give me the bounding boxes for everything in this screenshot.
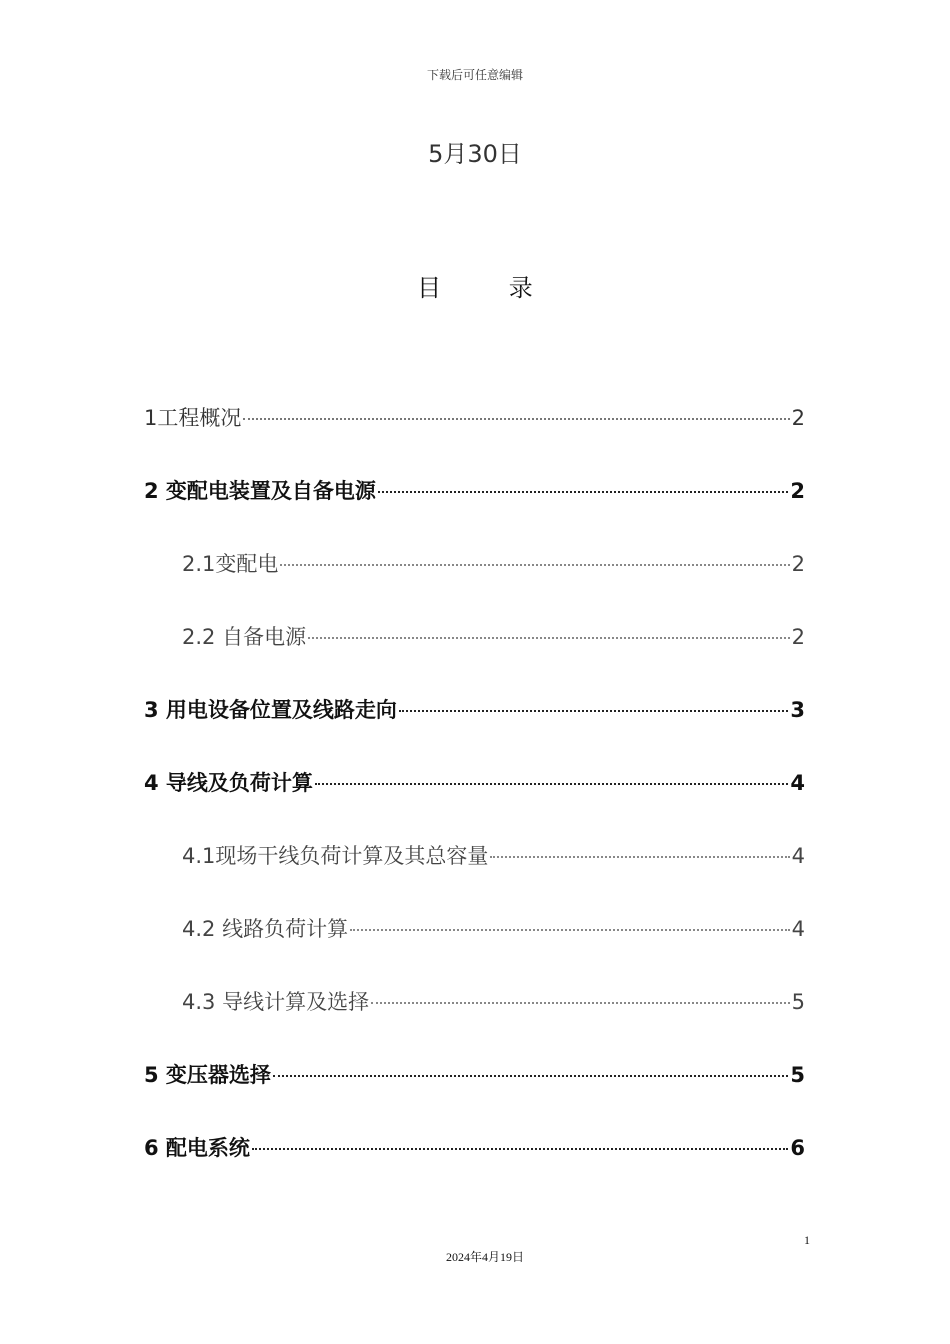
- toc-leader-dots: [399, 709, 788, 712]
- header-note: 下载后可任意编辑: [426, 68, 523, 82]
- toc-page-number: 4: [790, 771, 805, 795]
- toc-leader-dots: [243, 417, 789, 420]
- toc-entry[interactable]: [144, 694, 805, 724]
- toc-entry-title: 2.1变配电: [182, 552, 279, 576]
- toc-page-number: 4: [791, 917, 805, 941]
- toc-entry[interactable]: [144, 1059, 805, 1089]
- toc-leader-dots: [308, 636, 790, 639]
- toc-entry[interactable]: [182, 840, 805, 870]
- document-date: 5月30日: [428, 140, 522, 168]
- toc-page-number: 2: [791, 625, 805, 649]
- toc-entry[interactable]: [144, 1132, 805, 1162]
- toc-page-number: 2: [790, 479, 805, 503]
- toc-page-number: 6: [790, 1136, 805, 1160]
- toc-leader-dots: [315, 782, 788, 785]
- toc-leader-dots: [490, 855, 789, 858]
- toc-entry[interactable]: [144, 767, 805, 797]
- page-number: 1: [804, 1233, 810, 1247]
- toc-leader-dots: [378, 490, 788, 493]
- toc-leader-dots: [350, 928, 790, 931]
- toc-page-number: 3: [790, 698, 805, 722]
- toc-entry-title: 5 变压器选择: [144, 1063, 271, 1087]
- toc-leader-dots: [371, 1001, 790, 1004]
- toc-entry[interactable]: [182, 621, 805, 651]
- toc-page-number: 4: [791, 844, 805, 868]
- toc-leader-dots: [252, 1147, 788, 1150]
- toc-leader-dots: [273, 1074, 788, 1077]
- toc-entry-title: 4 导线及负荷计算: [144, 771, 313, 795]
- toc-entry-title: 6 配电系统: [144, 1136, 250, 1160]
- toc-page-number: 2: [791, 552, 805, 576]
- toc-page-number: 5: [790, 1063, 805, 1087]
- toc-page-number: 5: [791, 990, 805, 1014]
- toc-title: 目 录: [417, 274, 563, 302]
- toc-entry[interactable]: [182, 548, 805, 578]
- toc-entry-title: 2.2 自备电源: [182, 625, 307, 649]
- toc-entry-title: 1工程概况: [144, 406, 242, 430]
- toc-entry-title: 3 用电设备位置及线路走向: [144, 698, 397, 722]
- toc-entry[interactable]: [144, 475, 805, 505]
- toc-entry-title: 4.1现场干线负荷计算及其总容量: [182, 844, 489, 868]
- toc-leader-dots: [280, 563, 789, 566]
- toc-entry-title: 4.2 线路负荷计算: [182, 917, 349, 941]
- toc-entry-title: 2 变配电装置及自备电源: [144, 479, 376, 503]
- footer-date: 2024年4月19日: [445, 1250, 524, 1264]
- toc-entry-title: 4.3 导线计算及选择: [182, 990, 370, 1014]
- toc-page-number: 2: [791, 406, 805, 430]
- toc-entry[interactable]: [182, 986, 805, 1016]
- toc-entry[interactable]: [144, 402, 805, 432]
- toc-entry[interactable]: [182, 913, 805, 943]
